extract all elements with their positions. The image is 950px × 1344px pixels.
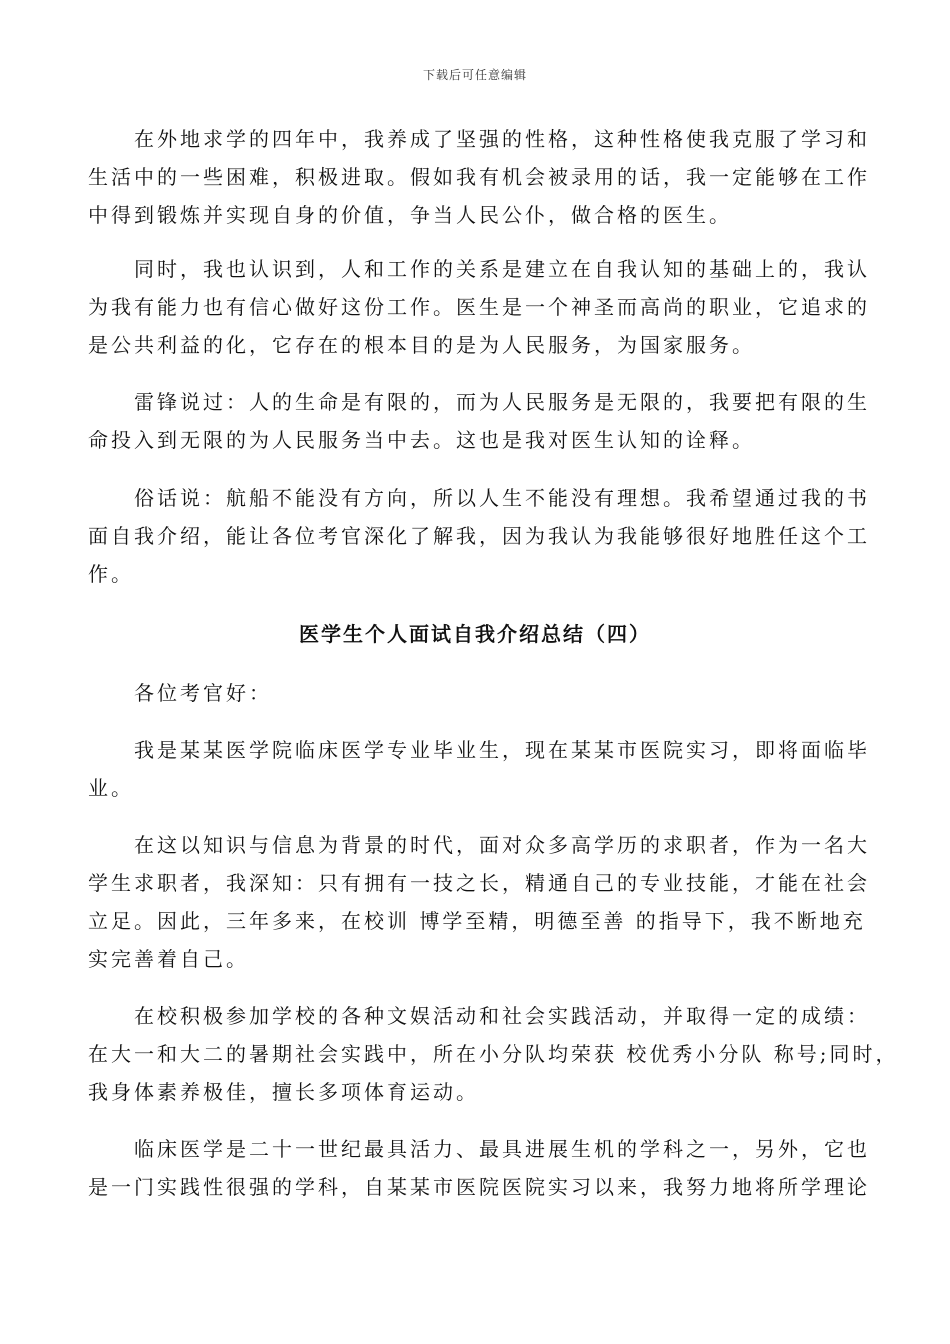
paragraph-line: 雷锋说过：人的生命是有限的，而为人民服务是无限的，我要把有限的生 — [88, 390, 870, 414]
paragraph-line: 中得到锻炼并实现自身的价值，争当人民公仆，做合格的医生。 — [88, 203, 732, 227]
paragraph-line: 作。 — [88, 562, 134, 586]
paragraph-line: 业。 — [88, 776, 134, 800]
paragraph-line: 临床医学是二十一世纪最具活力、最具进展生机的学科之一，另外，它也 — [88, 1137, 870, 1161]
paragraph-knowledge-era — [88, 826, 868, 978]
paragraph-line: 在校积极参加学校的各种文娱活动和社会实践活动，并取得一定的成绩： — [88, 1004, 870, 1028]
section-title: 医学生个人面试自我介绍总结（四） — [299, 622, 651, 646]
paragraph-line: 同时，我也认识到，人和工作的关系是建立在自我认知的基础上的，我认 — [88, 257, 870, 281]
paragraph-lei-feng — [88, 383, 868, 459]
paragraph-proverb — [88, 479, 868, 593]
paragraph-line: 我是某某医学院临床医学专业毕业生，现在某某市医院实习，即将面临毕 — [88, 738, 870, 762]
paragraph-line: 生活中的一些困难，积极进取。假如我有机会被录用的话，我一定能够在工作 — [88, 165, 870, 189]
paragraph-study-years — [88, 120, 868, 234]
paragraph-activities — [88, 997, 899, 1111]
page-header: 下载后可任意编辑 — [422, 68, 527, 82]
paragraph-line: 为我有能力也有信心做好这份工作。医生是一个神圣而高尚的职业，它追求的 — [88, 295, 870, 319]
paragraph-self-awareness — [88, 250, 868, 364]
paragraph-line: 命投入到无限的为人民服务当中去。这也是我对医生认知的诠释。 — [88, 428, 755, 452]
paragraph-line: 在外地求学的四年中，我养成了坚强的性格，这种性格使我克服了学习和 — [88, 127, 870, 151]
paragraph-line: 立足。因此，三年多来，在校训 博学至精，明德至善 的指导下，我不断地充 — [88, 909, 866, 933]
paragraph-line: 我身体素养极佳，擅长多项体育运动。 — [88, 1080, 479, 1104]
paragraph-intro — [88, 731, 868, 807]
paragraph-line: 面自我介绍，能让各位考官深化了解我，因为我认为我能够很好地胜任这个工 — [88, 524, 870, 548]
paragraph-greeting — [88, 674, 868, 712]
paragraph-line: 是一门实践性很强的学科，自某某市医院医院实习以来，我努力地将所学理论 — [88, 1175, 870, 1199]
paragraph-line: 在大一和大二的暑期社会实践中，所在小分队均荣获 校优秀小分队 称号;同时， — [88, 1042, 899, 1066]
paragraph-line: 各位考官好： — [88, 681, 272, 705]
paragraph-line: 是公共利益的化，它存在的根本目的是为人民服务，为国家服务。 — [88, 333, 755, 357]
paragraph-line: 学生求职者，我深知：只有拥有一技之长，精通自己的专业技能，才能在社会 — [88, 871, 870, 895]
paragraph-line: 俗话说：航船不能没有方向，所以人生不能没有理想。我希望通过我的书 — [88, 486, 870, 510]
paragraph-line: 实完善着自己。 — [88, 947, 249, 971]
paragraph-clinical-medicine — [88, 1130, 868, 1206]
paragraph-line: 在这以知识与信息为背景的时代，面对众多高学历的求职者，作为一名大 — [88, 833, 870, 857]
